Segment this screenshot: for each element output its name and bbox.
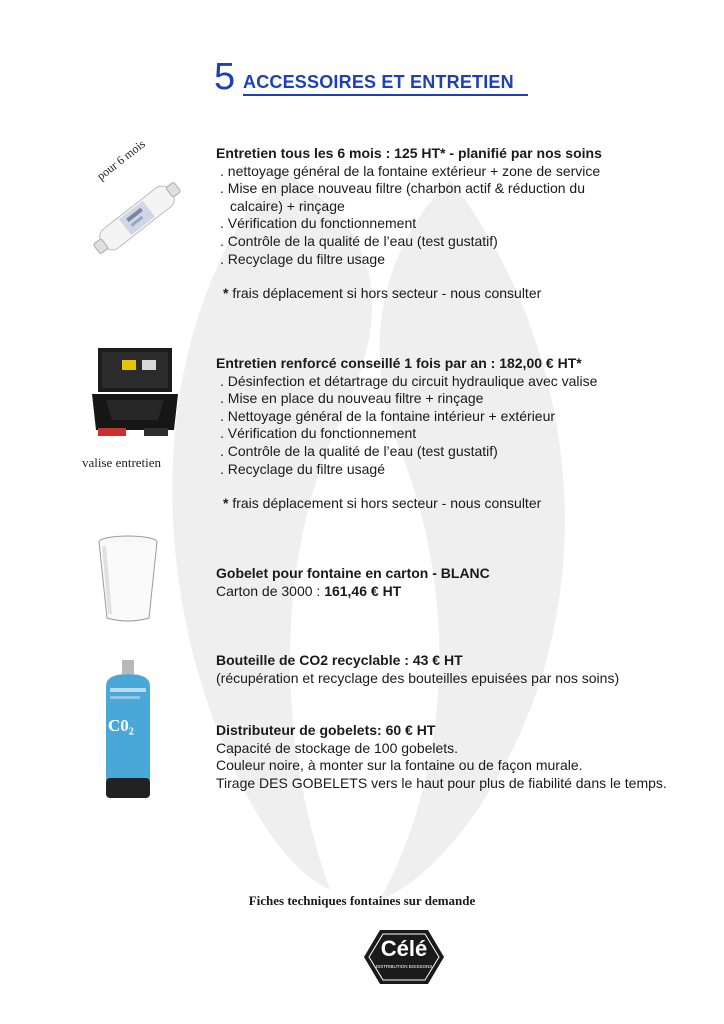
list-item: . Désinfection et détartrage du circuit hydraulique avec valise	[220, 372, 598, 389]
title-underline	[243, 94, 528, 96]
note-asterisk: *	[223, 495, 229, 512]
list-item: . Contrôle de la qualité de l’eau (test gustatif)	[220, 232, 498, 249]
co2-bottle-description: (récupération et recyclage des bouteilles epuisées par nos soins)	[216, 669, 620, 686]
cup-dispenser-block	[216, 722, 667, 792]
list-item: . Nettoyage général de la fontaine intérieur + extérieur	[220, 407, 556, 424]
list-item: . Vérification du fonctionnement	[220, 425, 417, 442]
list-item: . Contrôle de la qualité de l’eau (test gustatif)	[220, 442, 498, 459]
paper-cup-price: 161,46 € HT	[324, 582, 402, 599]
note-asterisk: *	[223, 285, 229, 302]
maintenance-case-image	[88, 340, 182, 444]
list-item: Tirage DES GOBELETS vers le haut pour plus de fiabilité dans le temps.	[216, 774, 667, 791]
section-number: 5	[214, 56, 236, 98]
tech-sheets-footer: Fiches techniques fontaines sur demande	[248, 893, 476, 908]
logo-subtitle: DISTRIBUTION BOISSONS	[375, 964, 433, 969]
cele-logo	[362, 928, 446, 986]
list-item: calcaire) + rinçage	[230, 197, 345, 214]
list-item: Capacité de stockage de 100 gobelets.	[216, 739, 459, 756]
case-caption: valise entretien	[82, 455, 162, 470]
travel-fee-note	[216, 285, 602, 303]
paper-cup-title: Gobelet pour fontaine en carton - BLANC	[216, 565, 490, 581]
co2-label: C0₂	[108, 716, 134, 735]
reinforced-maintenance-block	[216, 355, 597, 513]
list-item: . Recyclage du filtre usage	[220, 250, 385, 267]
note-text: frais déplacement si hors secteur - nous consulter	[228, 285, 542, 302]
co2-bottle-title: Bouteille de CO2 recyclable : 43 € HT	[216, 652, 463, 668]
list-item: . Mise en place nouveau filtre (charbon actif & réduction du	[220, 180, 585, 197]
logo-brand: Célé	[380, 936, 428, 961]
list-item: . Mise en place du nouveau filtre + rinçage	[220, 390, 484, 407]
list-item: . nettoyage général de la fontaine extérieur + zone de service	[220, 162, 601, 179]
reinforced-maintenance-title: Entretien renforcé conseillé 1 fois par an : 182,00 € HT*	[216, 355, 582, 371]
maintenance-6-months-title: Entretien tous les 6 mois : 125 HT* - planifié par nos soins	[216, 145, 602, 161]
list-item: Couleur noire, à monter sur la fontaine ou de façon murale.	[216, 757, 583, 774]
filter-caption: pour 6 mois	[94, 136, 148, 184]
travel-fee-note	[216, 495, 597, 513]
paper-cup-block	[216, 565, 490, 600]
maintenance-6-months-block	[216, 145, 602, 303]
list-item: . Recyclage du filtre usagé	[220, 460, 385, 477]
note-text: frais déplacement si hors secteur - nous consulter	[228, 495, 542, 512]
cup-dispenser-title: Distributeur de gobelets: 60 € HT	[216, 722, 436, 738]
paper-cup-image	[96, 534, 160, 624]
co2-bottle-block	[216, 652, 619, 687]
paper-cup-quantity: Carton de 3000 :	[216, 582, 325, 599]
list-item: . Vérification du fonctionnement	[220, 215, 417, 232]
section-title: ACCESSOIRES ET ENTRETIEN	[243, 72, 514, 92]
